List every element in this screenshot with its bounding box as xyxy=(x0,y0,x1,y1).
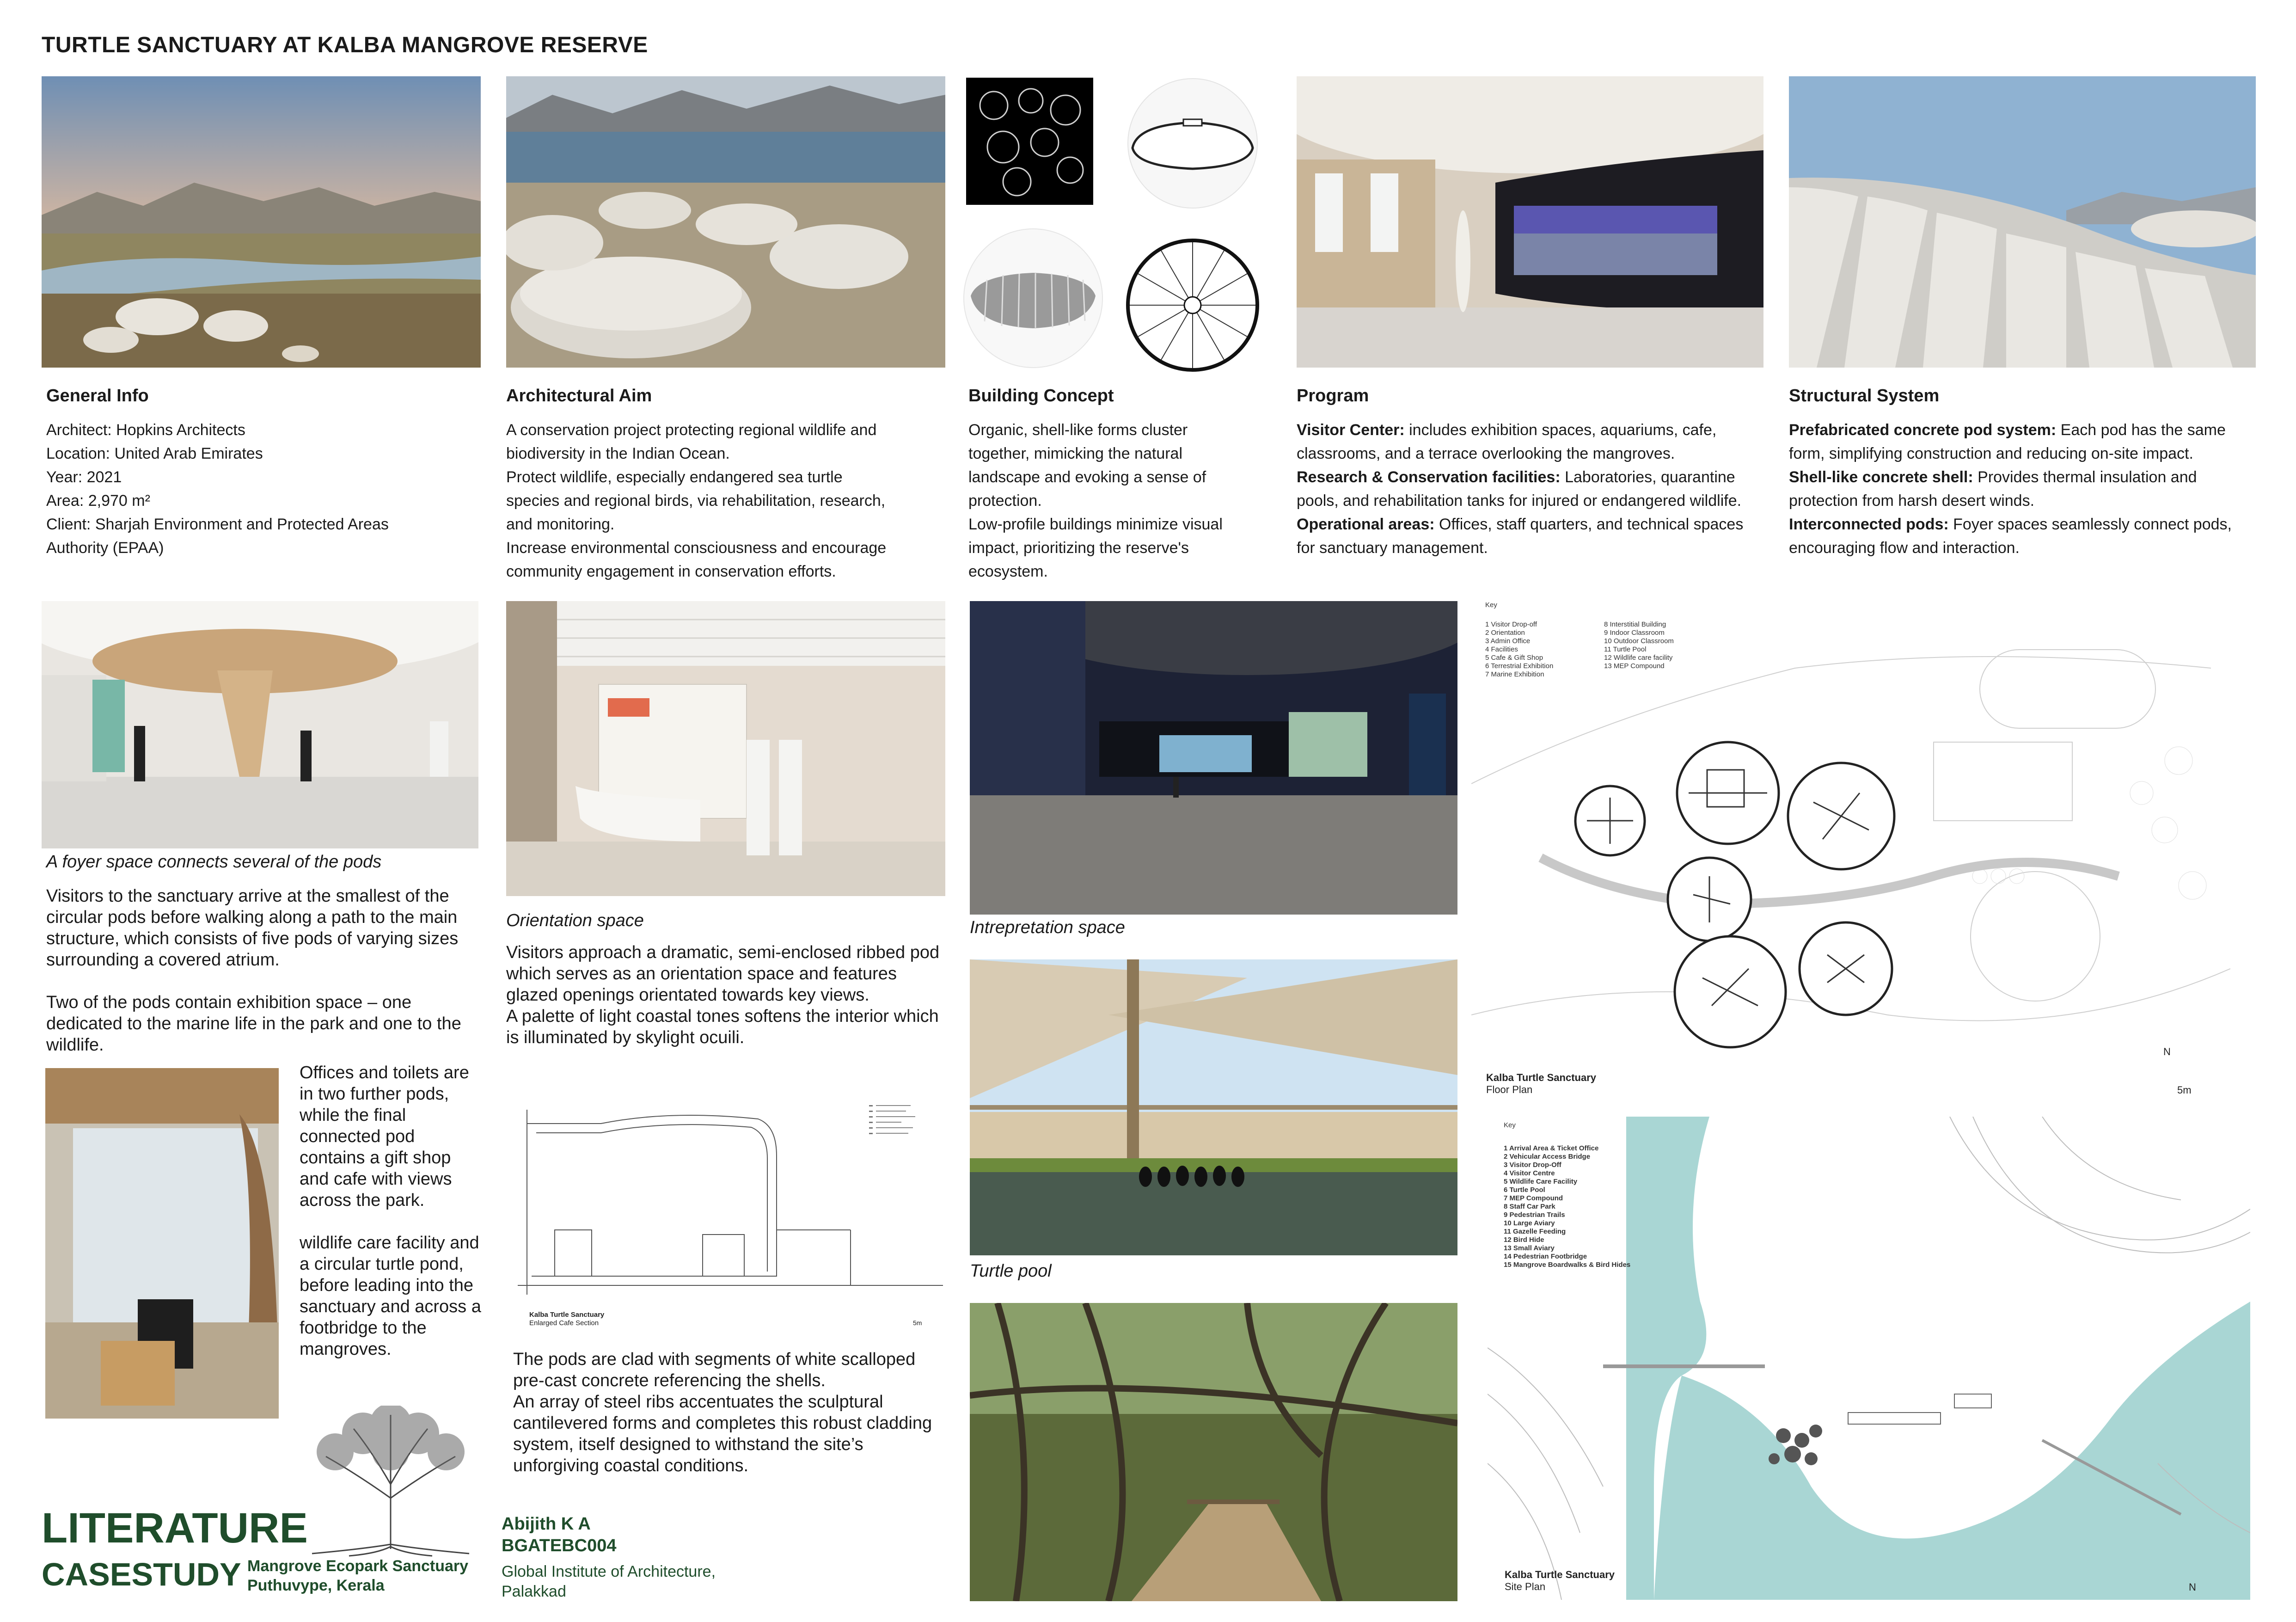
concept-section-sketch xyxy=(1119,74,1267,213)
photo-structure-shell xyxy=(1789,76,2256,368)
structural-system-text xyxy=(1789,418,2256,560)
offices-description xyxy=(300,1062,482,1360)
program-item-label: Research & Conservation facilities: xyxy=(1297,468,1561,486)
site-plan-key-item: 11 Gazelle Feeding xyxy=(1504,1228,1566,1235)
section-drawing-title: Kalba Turtle Sanctuary xyxy=(529,1311,605,1319)
caption-turtle-pool: Turtle pool xyxy=(970,1261,1052,1281)
caption-orientation: Orientation space xyxy=(506,911,644,930)
photo-turtle-pool xyxy=(970,959,1457,1255)
photo-aerial-landscape xyxy=(42,76,481,368)
site-plan-north-arrow: N xyxy=(2189,1581,2196,1593)
structure-item-text: Provides thermal insulation and protection from harsh desert winds. xyxy=(1789,468,2197,510)
aim-line: Protect wildlife, especially endangered sea turtle xyxy=(506,468,843,486)
floor-plan-key-item: 6 Terrestrial Exhibition xyxy=(1485,662,1554,670)
caption-foyer: A foyer space connects several of the pods xyxy=(46,852,382,872)
program-item-text: includes exhibition spaces, aquariums, cafe, classrooms, and a terrace overlooking the mangroves. xyxy=(1297,421,1717,462)
structure-item-label: Shell-like concrete shell: xyxy=(1789,468,1973,486)
concept-line: impact, prioritizing the reserve's xyxy=(968,539,1189,557)
site-plan-key-item: 10 Large Aviary xyxy=(1504,1219,1555,1227)
general-info-heading: General Info xyxy=(46,386,149,406)
aim-line: community engagement in conservation efforts. xyxy=(506,563,836,580)
program-item xyxy=(1297,418,1759,466)
floor-plan-key xyxy=(1485,601,1497,609)
footer-author: Abijith K A xyxy=(502,1514,591,1534)
footer-institute: Global Institute of Architecture, xyxy=(502,1563,716,1580)
site-plan-key-item: 7 MEP Compound xyxy=(1504,1194,1563,1202)
architectural-aim-text xyxy=(506,418,950,584)
program-heading: Program xyxy=(1297,386,1369,406)
concept-line: together, mimicking the natural xyxy=(968,445,1183,462)
general-line: Location: United Arab Emirates xyxy=(46,445,263,462)
structure-item-label: Prefabricated concrete pod system: xyxy=(1789,421,2057,439)
floor-plan-key-item: 13 MEP Compound xyxy=(1604,662,1665,670)
site-plan-key-item: 8 Staff Car Park xyxy=(1504,1203,1555,1210)
aim-line: species and regional birds, via rehabilitation, research, xyxy=(506,492,886,510)
general-line: Area: 2,970 m² xyxy=(46,492,150,510)
site-plan-key-item: 13 Small Aviary xyxy=(1504,1244,1555,1252)
site-plan-key-item: 9 Pedestrian Trails xyxy=(1504,1211,1565,1219)
photo-cafe-terrace xyxy=(45,1068,279,1419)
floor-plan-key-item: 12 Wildlife care facility xyxy=(1604,654,1673,662)
floor-plan-key-item: 2 Orientation xyxy=(1485,629,1525,637)
program-item-label: Operational areas: xyxy=(1297,516,1435,533)
site-plan-key-item: 2 Vehicular Access Bridge xyxy=(1504,1153,1591,1161)
aim-line: Increase environmental consciousness and encourage xyxy=(506,539,887,557)
general-line: Client: Sharjah Environment and Protected Areas xyxy=(46,516,389,533)
footer-tree-logo xyxy=(294,1406,488,1558)
photo-pods-river xyxy=(506,76,945,368)
site-plan-subtitle: Site Plan xyxy=(1505,1581,1546,1592)
structure-item xyxy=(1789,466,2256,513)
footer-project-place: Puthuvype, Kerala xyxy=(247,1577,385,1594)
site-plan-label xyxy=(1505,1569,1615,1593)
foyer-paragraph-1: Visitors to the sanctuary arrive at the smallest of the circular pods before walking along a path to the main structure, which consists of five pods of varying sizes surrounding a covered atrium. xyxy=(46,886,459,970)
structure-item xyxy=(1789,418,2256,466)
floor-plan-key-item: 10 Outdoor Classroom xyxy=(1604,637,1674,645)
program-item xyxy=(1297,513,1759,560)
cladding-description: The pods are clad with segments of white scalloped pre-cast concrete referencing the shells. An array of steel ribs accentuates the sculptural cantilevered forms and completes this robust cladding system, itself designed to withstand the site’s unforgiving coastal conditions. xyxy=(513,1350,932,1475)
offices-paragraph-2: wildlife care facility and a circular turtle pond, before leading into the sanctuary and across a footbridge to the mangroves. xyxy=(300,1233,481,1359)
foyer-paragraph-2: Two of the pods contain exhibition space – one dedicated to the marine life in the park and one to the wildlife. xyxy=(46,993,461,1055)
general-info-text xyxy=(46,418,485,560)
floor-plan-key-item: 7 Marine Exhibition xyxy=(1485,670,1544,678)
floor-plan-key-item: 8 Interstitial Building xyxy=(1604,621,1666,628)
floor-plan-title: Kalba Turtle Sanctuary xyxy=(1486,1072,1596,1083)
concept-line: landscape and evoking a sense of xyxy=(968,468,1206,486)
aim-line: A conservation project protecting regional wildlife and xyxy=(506,421,877,439)
drawing-floor-plan xyxy=(1471,599,2230,1103)
footer-student-id: BGATEBC004 xyxy=(502,1536,617,1555)
general-line: Authority (EPAA) xyxy=(46,539,164,557)
program-item-label: Visitor Center: xyxy=(1297,421,1405,439)
program-item-text: Laboratories, quarantine pools, and rehabilitation tanks for injured or endangered wildlife. xyxy=(1297,468,1742,510)
photo-interpretation-space xyxy=(970,601,1457,915)
offices-paragraph-1: Offices and toilets are in two further pods, while the final connected pod contains a gift shop and cafe with views across the park. xyxy=(300,1063,469,1210)
structure-item xyxy=(1789,513,2256,560)
floor-plan-key-item: 1 Visitor Drop-off xyxy=(1485,621,1537,628)
floor-plan-subtitle: Floor Plan xyxy=(1486,1084,1533,1095)
concept-line: ecosystem. xyxy=(968,563,1048,580)
site-plan-key-item: 5 Wildlife Care Facility xyxy=(1504,1178,1578,1186)
aim-line: and monitoring. xyxy=(506,516,615,533)
architectural-aim-heading: Architectural Aim xyxy=(506,386,652,406)
floor-plan-scale: 5m xyxy=(2177,1084,2192,1096)
site-plan-key-item: 1 Arrival Area & Ticket Office xyxy=(1504,1144,1599,1152)
site-plan-title: Kalba Turtle Sanctuary xyxy=(1505,1569,1615,1580)
page-title: TURTLE SANCTUARY AT KALBA MANGROVE RESERVE xyxy=(42,33,648,57)
orientation-description: Visitors approach a dramatic, semi-enclosed ribbed pod which serves as an orientation space and features glazed openings orientated towards key views. A palette of light coastal tones softens the interior which is illuminated by skylight ocuili. xyxy=(506,943,940,1047)
floor-plan-key-item: 11 Turtle Pool xyxy=(1604,645,1647,653)
program-text xyxy=(1297,418,1759,560)
footer-city: Palakkad xyxy=(502,1583,566,1600)
site-plan-key-item: 4 Visitor Centre xyxy=(1504,1169,1555,1177)
structure-item-label: Interconnected pods: xyxy=(1789,516,1949,533)
foyer-description xyxy=(46,885,481,1056)
floor-plan-label xyxy=(1486,1072,1596,1096)
site-plan-key-list xyxy=(1504,1144,1630,1269)
site-plan-key-item: 14 Pedestrian Footbridge xyxy=(1504,1253,1587,1260)
photo-program-aquarium xyxy=(1297,76,1763,368)
floor-plan-key-item: 9 Indoor Classroom xyxy=(1604,629,1665,637)
footer-casestudy: CASESTUDY xyxy=(42,1556,241,1592)
caption-interpretation: Intrepretation space xyxy=(970,918,1125,937)
concept-pod-elevation xyxy=(959,227,1107,370)
photo-mangrove-boardwalk xyxy=(970,1303,1457,1601)
concept-sea-urchin-photo xyxy=(966,78,1093,205)
floor-plan-key-title: Key xyxy=(1485,601,1497,609)
photo-foyer xyxy=(42,601,478,848)
floor-plan-key-right xyxy=(1604,621,1674,670)
concept-line: Low-profile buildings minimize visual xyxy=(968,516,1223,533)
structure-item-text: Each pod has the same form, simplifying construction and reducing on-site impact. xyxy=(1789,421,2226,462)
site-plan-key-item: 3 Visitor Drop-Off xyxy=(1504,1161,1561,1169)
site-plan-key-item: 12 Bird Hide xyxy=(1504,1236,1544,1244)
building-concept-heading: Building Concept xyxy=(968,386,1114,406)
structural-system-heading: Structural System xyxy=(1789,386,1940,406)
floor-plan-key-item: 3 Admin Office xyxy=(1485,637,1531,645)
concept-line: Organic, shell-like forms cluster xyxy=(968,421,1188,439)
footer-literature: LITERATURE xyxy=(42,1505,308,1552)
photo-orientation-space xyxy=(506,601,945,896)
section-drawing-scale: 5m xyxy=(913,1319,922,1327)
floor-plan-north-arrow: N xyxy=(2163,1046,2171,1057)
aim-line: biodiversity in the Indian Ocean. xyxy=(506,445,730,462)
general-line: Year: 2021 xyxy=(46,468,122,486)
concept-line: protection. xyxy=(968,492,1042,510)
structure-item-text: Foyer spaces seamlessly connect pods, encouraging flow and interaction. xyxy=(1789,516,2232,557)
general-line: Architect: Hopkins Architects xyxy=(46,421,245,439)
floor-plan-key-item: 4 Facilities xyxy=(1485,645,1518,653)
site-plan-key xyxy=(1504,1121,1516,1130)
site-plan-key-item: 6 Turtle Pool xyxy=(1504,1186,1545,1194)
floor-plan-key-left xyxy=(1485,621,1553,679)
program-item-text: Offices, staff quarters, and technical spaces for sanctuary management. xyxy=(1297,516,1744,557)
floor-plan-key-item: 5 Cafe & Gift Shop xyxy=(1485,654,1543,662)
section-drawing-label xyxy=(529,1311,604,1327)
site-plan-key-title: Key xyxy=(1504,1121,1516,1129)
drawing-cafe-section xyxy=(518,1091,943,1341)
building-concept-text xyxy=(968,418,1292,584)
footer-project-name: Mangrove Ecopark Sanctuary xyxy=(247,1557,469,1575)
concept-pod-plan-radial xyxy=(1121,236,1264,379)
section-drawing-subtitle: Enlarged Cafe Section xyxy=(529,1319,599,1327)
program-item xyxy=(1297,466,1759,513)
site-plan-key-item: 15 Mangrove Boardwalks & Bird Hides xyxy=(1504,1261,1631,1269)
